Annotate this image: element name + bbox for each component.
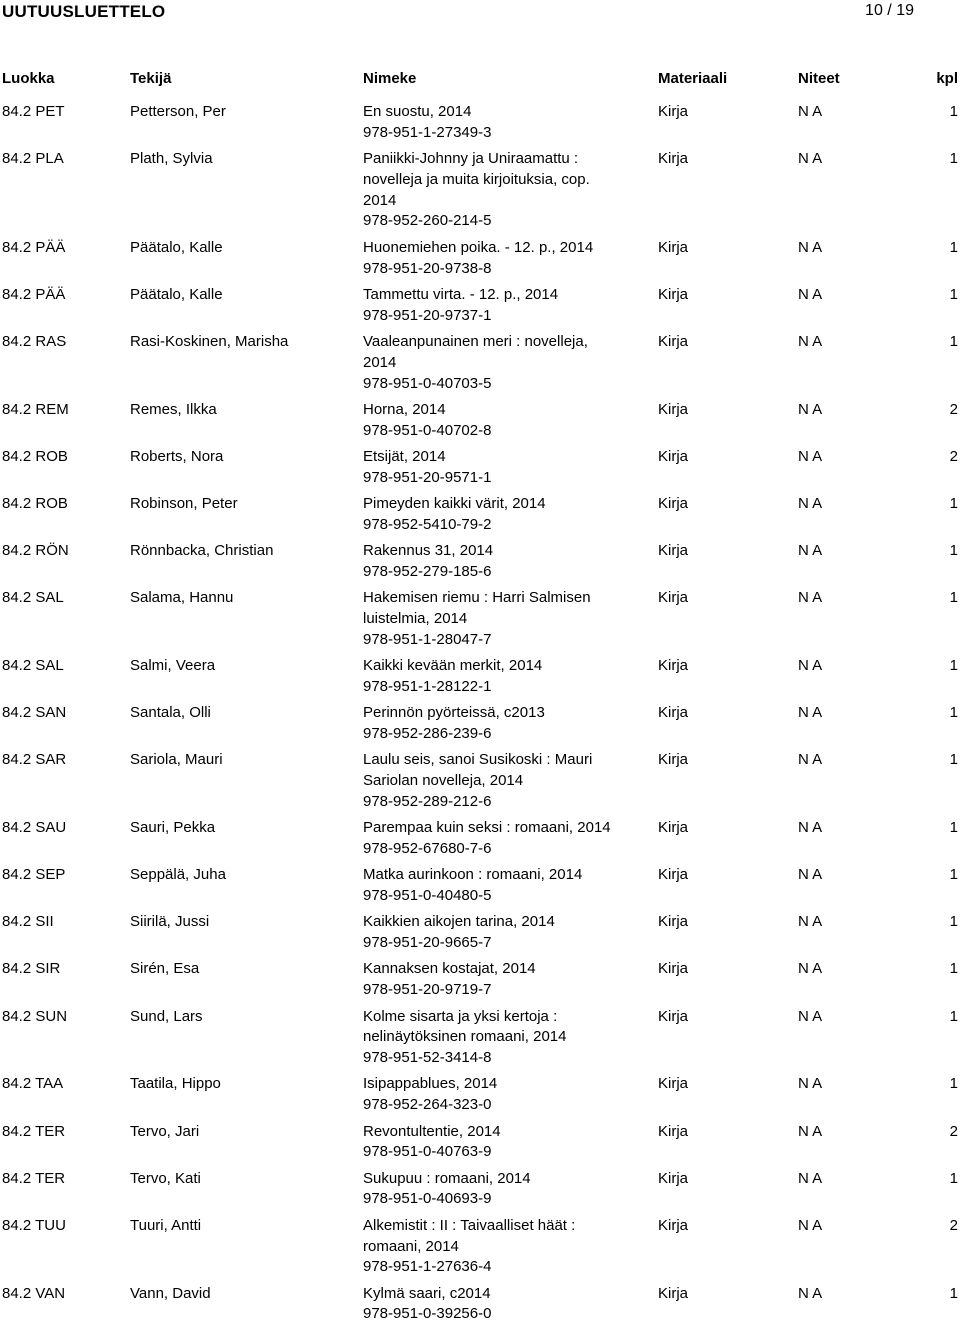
item-isbn: 978-951-0-40703-5 [363, 374, 492, 392]
item-copies-status: N A [798, 400, 823, 418]
item-title: Tammettu virta. - 12. p., 2014 [363, 285, 559, 303]
item-material: Kirja [658, 960, 689, 978]
list-item [0, 750, 960, 812]
item-count: 1 [949, 1075, 958, 1093]
item-count: 1 [949, 542, 958, 560]
item-material: Kirja [658, 751, 689, 769]
list-item [0, 959, 960, 1001]
item-copies-status: N A [798, 542, 823, 560]
item-title: En suostu, 2014 [363, 103, 472, 120]
item-title-block [363, 332, 618, 394]
item-count: 1 [949, 285, 958, 303]
item-isbn: 978-951-0-40763-9 [363, 1143, 492, 1161]
item-author: Sariola, Mauri [130, 751, 223, 769]
item-material: Kirja [658, 542, 689, 560]
item-class: 84.2 SIR [2, 960, 61, 978]
item-class: 84.2 SAL [2, 589, 64, 607]
item-title: Sukupuu : romaani, 2014 [363, 1169, 531, 1187]
item-isbn: 978-952-260-214-5 [363, 212, 492, 230]
item-copies-status: N A [798, 589, 823, 607]
item-title: Horna, 2014 [363, 400, 446, 418]
item-title-block [363, 959, 618, 1001]
item-material: Kirja [658, 819, 689, 837]
item-material: Kirja [658, 1169, 689, 1187]
item-isbn: 978-951-1-28047-7 [363, 630, 492, 648]
item-title: Vaaleanpunainen meri : novelleja, 2014 [363, 332, 588, 371]
item-title: Perinnön pyörteissä, c2013 [363, 704, 545, 722]
item-author: Tuuri, Antti [130, 1216, 202, 1234]
item-material: Kirja [658, 913, 689, 931]
document-title: UUTUUSLUETTELO [2, 2, 166, 21]
item-title: Parempaa kuin seksi : romaani, 2014 [363, 819, 611, 837]
item-title: Kaikkien aikojen tarina, 2014 [363, 913, 555, 931]
item-count: 1 [949, 751, 958, 769]
list-item [0, 1216, 960, 1278]
item-author: Siirilä, Jussi [130, 913, 210, 931]
item-count: 1 [949, 913, 958, 931]
item-title-block [363, 238, 618, 280]
item-title-block [363, 541, 618, 583]
item-title-block [363, 447, 618, 489]
item-title-block [363, 1169, 618, 1211]
item-title: Matka aurinkoon : romaani, 2014 [363, 866, 583, 884]
item-material: Kirja [658, 1007, 689, 1025]
item-material: Kirja [658, 1122, 689, 1140]
item-title-block [363, 818, 618, 860]
item-author: Rasi-Koskinen, Marisha [130, 332, 289, 350]
column-header-niteet: Niteet [798, 70, 840, 87]
item-isbn: 978-952-286-239-6 [363, 725, 492, 743]
item-class: 84.2 TER [2, 1122, 66, 1140]
item-author: Robinson, Peter [130, 495, 238, 513]
column-header-luokka: Luokka [2, 70, 55, 87]
item-title: Alkemistit : II : Taivaalliset häät : romaani, 2014 [363, 1216, 576, 1255]
item-material: Kirja [658, 1284, 689, 1302]
item-copies-status: N A [798, 103, 823, 120]
item-isbn: 978-952-67680-7-6 [363, 840, 492, 857]
item-title-block [363, 865, 618, 907]
item-isbn: 978-951-20-9719-7 [363, 981, 492, 999]
item-title: Revontultentie, 2014 [363, 1122, 501, 1140]
item-copies-status: N A [798, 150, 823, 168]
item-author: Remes, Ilkka [130, 400, 217, 418]
item-copies-status: N A [798, 704, 823, 722]
catalog-list [0, 102, 960, 1331]
item-isbn: 978-951-1-28122-1 [363, 677, 492, 695]
item-class: 84.2 TAA [2, 1075, 64, 1093]
item-isbn: 978-951-20-9737-1 [363, 306, 492, 324]
list-item [0, 149, 960, 232]
item-author: Päätalo, Kalle [130, 238, 223, 256]
item-count: 1 [949, 238, 958, 256]
item-class: 84.2 RAS [2, 332, 67, 350]
item-class: 84.2 ROB [2, 447, 68, 465]
item-title: Etsijät, 2014 [363, 447, 446, 465]
column-header-row [0, 70, 960, 90]
item-copies-status: N A [798, 1122, 823, 1140]
item-isbn: 978-951-0-40693-9 [363, 1190, 492, 1208]
item-material: Kirja [658, 103, 689, 120]
list-item [0, 102, 960, 144]
item-material: Kirja [658, 285, 689, 303]
item-title-block [363, 1284, 618, 1326]
item-count: 1 [949, 866, 958, 884]
item-title-block [363, 912, 618, 954]
item-copies-status: N A [798, 913, 823, 931]
item-class: 84.2 TUU [2, 1216, 66, 1234]
item-copies-status: N A [798, 285, 823, 303]
list-item [0, 541, 960, 583]
list-item [0, 1169, 960, 1211]
item-copies-status: N A [798, 1284, 823, 1302]
item-title: Kylmä saari, c2014 [363, 1284, 491, 1302]
item-author: Santala, Olli [130, 704, 211, 722]
item-isbn: 978-952-279-185-6 [363, 562, 492, 580]
item-material: Kirja [658, 1075, 689, 1093]
item-copies-status: N A [798, 657, 823, 675]
page-separator: / [887, 2, 892, 19]
item-material: Kirja [658, 238, 689, 256]
item-title-block [363, 1007, 618, 1069]
item-author: Seppälä, Juha [130, 866, 226, 884]
item-author: Tervo, Jari [130, 1122, 200, 1140]
item-author: Sauri, Pekka [130, 819, 216, 837]
item-copies-status: N A [798, 751, 823, 769]
list-item [0, 1007, 960, 1069]
item-copies-status: N A [798, 447, 823, 465]
item-count: 1 [949, 103, 958, 120]
item-author: Vann, David [130, 1284, 211, 1302]
item-author: Taatila, Hippo [130, 1075, 221, 1093]
item-count: 1 [949, 657, 958, 675]
item-title-block [363, 1216, 618, 1278]
item-class: 84.2 SUN [2, 1007, 68, 1025]
item-count: 1 [949, 1007, 958, 1025]
item-material: Kirja [658, 150, 689, 168]
item-class: 84.2 ROB [2, 495, 68, 513]
item-isbn: 978-952-5410-79-2 [363, 515, 492, 533]
item-class: 84.2 PÄÄ [2, 285, 66, 303]
list-item [0, 1074, 960, 1116]
item-class: 84.2 PET [2, 103, 65, 120]
item-class: 84.2 SAU [2, 819, 67, 837]
list-item [0, 400, 960, 442]
item-isbn: 978-951-1-27636-4 [363, 1258, 492, 1276]
list-item [0, 238, 960, 280]
item-title-block [363, 750, 618, 812]
item-title: Hakemisen riemu : Harri Salmisen luistelmia, 2014 [363, 589, 591, 628]
item-copies-status: N A [798, 960, 823, 978]
item-isbn: 978-951-20-9738-8 [363, 259, 492, 277]
item-copies-status: N A [798, 819, 823, 837]
item-material: Kirja [658, 589, 689, 607]
item-title-block [363, 703, 618, 745]
list-item [0, 494, 960, 536]
item-material: Kirja [658, 447, 689, 465]
list-item [0, 865, 960, 907]
item-count: 2 [949, 1216, 958, 1234]
item-copies-status: N A [798, 238, 823, 256]
item-title: Rakennus 31, 2014 [363, 542, 494, 560]
item-count: 1 [949, 332, 958, 350]
item-count: 1 [949, 960, 958, 978]
item-count: 2 [949, 1122, 958, 1140]
item-title: Kaikki kevään merkit, 2014 [363, 657, 543, 675]
item-class: 84.2 TER [2, 1169, 66, 1187]
item-material: Kirja [658, 1216, 689, 1234]
item-count: 1 [949, 819, 958, 837]
list-item [0, 656, 960, 698]
item-isbn: 978-951-0-40480-5 [363, 887, 492, 905]
item-count: 1 [949, 1284, 958, 1302]
list-item [0, 1284, 960, 1326]
item-title-block [363, 285, 618, 327]
item-title-block [363, 1122, 618, 1164]
column-header-kpl: kpl [936, 70, 958, 87]
item-author: Roberts, Nora [130, 447, 224, 465]
item-class: 84.2 SEP [2, 866, 66, 884]
column-header-nimeke: Nimeke [363, 70, 417, 87]
item-isbn: 978-951-20-9665-7 [363, 934, 492, 952]
item-count: 2 [949, 400, 958, 418]
item-class: 84.2 RÖN [2, 542, 69, 560]
item-title: Isipappablues, 2014 [363, 1075, 498, 1093]
item-isbn: 978-951-0-40702-8 [363, 421, 492, 439]
item-copies-status: N A [798, 1007, 823, 1025]
column-header-materiaali: Materiaali [658, 70, 728, 87]
list-item [0, 447, 960, 489]
item-author: Sirén, Esa [130, 960, 200, 978]
item-copies-status: N A [798, 332, 823, 350]
item-title-block [363, 588, 618, 650]
item-author: Tervo, Kati [130, 1169, 201, 1187]
item-class: 84.2 PÄÄ [2, 238, 66, 256]
item-class: 84.2 REM [2, 400, 69, 418]
item-class: 84.2 VAN [2, 1284, 66, 1302]
list-item [0, 1122, 960, 1164]
page-total: 19 [896, 2, 914, 19]
item-material: Kirja [658, 495, 689, 513]
item-title: Kolme sisarta ja yksi kertoja : nelinäytöksinen romaani, 2014 [363, 1007, 567, 1046]
item-material: Kirja [658, 657, 689, 675]
item-count: 1 [949, 150, 958, 168]
list-item [0, 703, 960, 745]
item-isbn: 978-951-52-3414-8 [363, 1049, 492, 1067]
item-isbn: 978-951-0-39256-0 [363, 1305, 492, 1323]
item-count: 1 [949, 704, 958, 722]
item-title: Paniikki-Johnny ja Uniraamattu : novelleja ja muita kirjoituksia, cop. 2014 [363, 150, 590, 209]
item-title-block [363, 400, 618, 442]
item-material: Kirja [658, 866, 689, 884]
item-copies-status: N A [798, 1169, 823, 1187]
list-item [0, 912, 960, 954]
item-title: Laulu seis, sanoi Susikoski : Mauri Sariolan novelleja, 2014 [363, 751, 593, 790]
item-title-block [363, 149, 618, 232]
list-item [0, 332, 960, 394]
page-number [865, 2, 914, 20]
item-count: 1 [949, 495, 958, 513]
item-title-block [363, 494, 618, 536]
item-isbn: 978-952-289-212-6 [363, 792, 492, 810]
page-current: 10 [865, 2, 883, 19]
item-material: Kirja [658, 400, 689, 418]
list-item [0, 818, 960, 860]
item-isbn: 978-951-1-27349-3 [363, 123, 492, 141]
item-copies-status: N A [798, 1075, 823, 1093]
item-author: Salama, Hannu [130, 589, 234, 607]
item-title-block [363, 656, 618, 698]
item-class: 84.2 SAR [2, 751, 67, 769]
item-copies-status: N A [798, 495, 823, 513]
page-header [0, 0, 960, 30]
item-author: Päätalo, Kalle [130, 285, 223, 303]
item-title: Huonemiehen poika. - 12. p., 2014 [363, 238, 594, 256]
item-material: Kirja [658, 332, 689, 350]
list-item [0, 285, 960, 327]
item-count: 1 [949, 589, 958, 607]
item-author: Salmi, Veera [130, 657, 216, 675]
item-class: 84.2 SII [2, 913, 54, 931]
item-count: 2 [949, 447, 958, 465]
item-author: Plath, Sylvia [130, 150, 213, 168]
item-title-block [363, 102, 618, 144]
item-title-block [363, 1074, 618, 1116]
column-header-tekija: Tekijä [130, 70, 172, 87]
item-isbn: 978-952-264-323-0 [363, 1096, 492, 1114]
list-item [0, 588, 960, 650]
item-material: Kirja [658, 704, 689, 722]
item-title: Kannaksen kostajat, 2014 [363, 960, 536, 978]
item-author: Rönnbacka, Christian [130, 542, 274, 560]
item-class: 84.2 PLA [2, 150, 64, 168]
item-copies-status: N A [798, 1216, 823, 1234]
item-author: Sund, Lars [130, 1007, 203, 1025]
item-class: 84.2 SAN [2, 704, 67, 722]
item-count: 1 [949, 1169, 958, 1187]
item-author: Petterson, Per [130, 103, 226, 120]
item-class: 84.2 SAL [2, 657, 64, 675]
item-isbn: 978-951-20-9571-1 [363, 468, 492, 486]
item-title: Pimeyden kaikki värit, 2014 [363, 495, 546, 513]
item-copies-status: N A [798, 866, 823, 884]
